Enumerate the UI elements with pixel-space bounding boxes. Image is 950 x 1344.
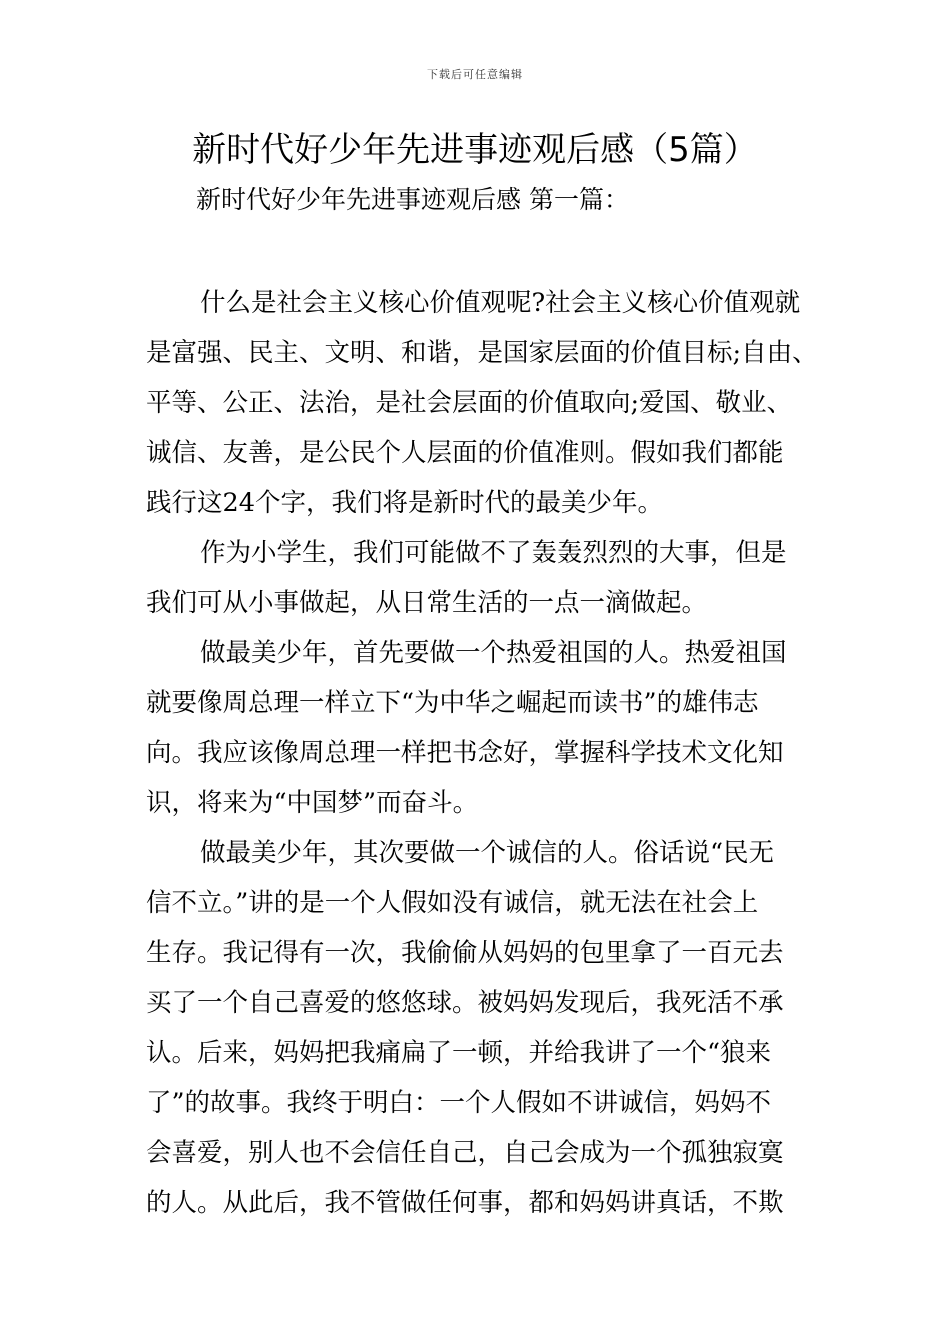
text-line: 践行这24个字，我们将是新时代的最美少年。 bbox=[146, 488, 663, 518]
header-note: 下载后可任意编辑 bbox=[427, 68, 523, 81]
text-line: 认。后来，妈妈把我痛扁了一顿，并给我讲了一个“狼来 bbox=[146, 1038, 772, 1068]
text-line: 识，将来为“中国梦”而奋斗。 bbox=[146, 788, 479, 818]
text-line: 我们可从小事做起，从日常生活的一点一滴做起。 bbox=[146, 588, 708, 618]
text-line: 做最美少年，其次要做一个诚信的人。俗话说“民无 bbox=[200, 838, 775, 868]
section-heading: 新时代好少年先进事迹观后感 第一篇： bbox=[196, 185, 629, 214]
text-line: 信不立。”讲的是一个人假如没有诚信，就无法在社会上 bbox=[146, 888, 759, 918]
text-line: 生存。我记得有一次，我偷偷从妈妈的包里拿了一百元去 bbox=[146, 938, 784, 968]
text-line: 了”的故事。我终于明白：一个人假如不讲诚信，妈妈不 bbox=[146, 1088, 772, 1118]
text-line: 做最美少年，首先要做一个热爱祖国的人。热爱祖国 bbox=[200, 638, 787, 668]
text-line: 会喜爱，别人也不会信任自己，自己会成为一个孤独寂寞 bbox=[146, 1138, 784, 1168]
text-line: 就要像周总理一样立下“为中华之崛起而读书”的雄伟志 bbox=[146, 688, 759, 718]
body-text bbox=[146, 278, 826, 1228]
document-title: 新时代好少年先进事迹观后感（5篇） bbox=[192, 130, 758, 170]
text-line: 什么是社会主义核心价值观呢?社会主义核心价值观就 bbox=[200, 288, 801, 318]
text-line: 的人。从此后，我不管做任何事，都和妈妈讲真话，不欺 bbox=[146, 1188, 784, 1218]
text-line: 作为小学生，我们可能做不了轰轰烈烈的大事，但是 bbox=[200, 538, 787, 568]
text-line: 是富强、民主、文明、和谐，是国家层面的价值目标;自由、 bbox=[146, 338, 818, 368]
text-line: 平等、公正、法治，是社会层面的价值取向;爱国、敬业、 bbox=[146, 388, 793, 418]
text-line: 向。我应该像周总理一样把书念好，掌握科学技术文化知 bbox=[146, 738, 784, 768]
text-line: 买了一个自己喜爱的悠悠球。被妈妈发现后，我死活不承 bbox=[146, 988, 784, 1018]
text-line: 诚信、友善，是公民个人层面的价值准则。假如我们都能 bbox=[146, 438, 784, 468]
